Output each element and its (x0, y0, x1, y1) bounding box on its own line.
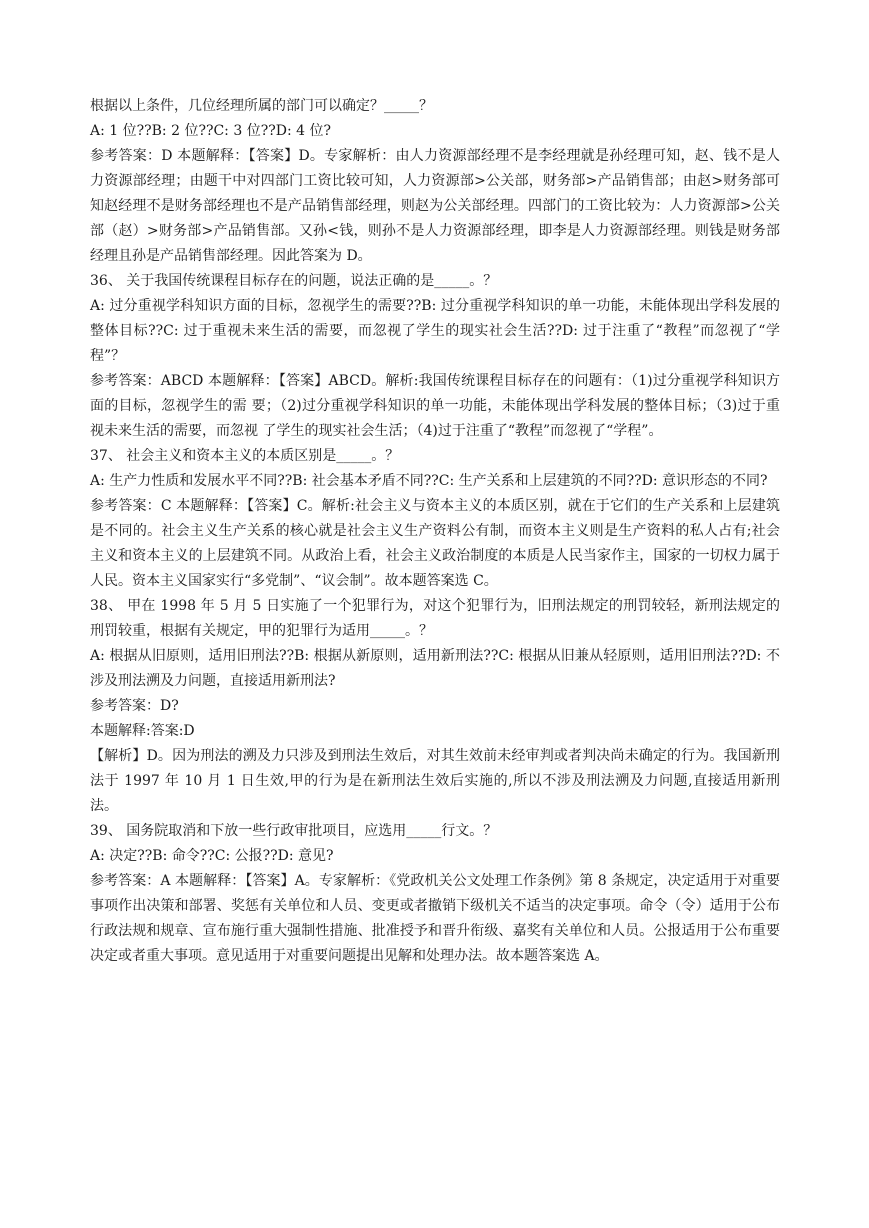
question-39-answer: 参考答案：A 本题解释：【答案】A。专家解析：《党政机关公文处理工作条例》第 8 条规定，决定适用于对重要事项作出决策和部署、奖惩有关单位和人员、变更或者撤销下级机关不适当的决定事项。命令（令）适用于公布行政法规和规章、宣布施行重大强制性措施、批准授予和晋升衔级、嘉奖有关单位和人员。公报适用于公布重要决定或者重大事项。意见适用于对重要问题提出见解和处理办法。故本题答案选 A。 (90, 873, 780, 964)
document-page (90, 94, 780, 969)
question-36-answer: 参考答案：ABCD 本题解释：【答案】ABCD。解析:我国传统课程目标存在的问题有：（1)过分重视学科知识方面的目标，忽视学生的需 要；（2)过分重视学科知识的单一功能，未能体现出学科发展的整体目标；（3)过于重视未来生活的需要，而忽视 了学生的现实社会生活；（4)过于注重了“教程”而忽视了“学程”。 (90, 373, 780, 439)
question-38-options: A: 根据从旧原则，适用旧刑法??B: 根据从新原则，适用新刑法??C: 根据从旧兼从轻原则，适用旧刑法??D: 不涉及刑法溯及力问题，直接适用新刑法? (90, 648, 780, 689)
question-35-options: A: 1 位??B: 2 位??C: 3 位??D: 4 位? (90, 123, 331, 139)
question-39-options: A: 决定??B: 命令??C: 公报??D: 意见? (90, 848, 334, 864)
question-35-stem: 根据以上条件，几位经理所属的部门可以确定？_____？ (90, 98, 433, 114)
question-38-stem: 38、 甲在 1998 年 5 月 5 日实施了一个犯罪行为，对这个犯罪行为，旧刑法规定的刑罚较轻，新刑法规定的刑罚较重，根据有关规定，甲的犯罪行为适用_____。？ (90, 598, 780, 639)
question-38-explanation-label: 本题解释:答案:D (90, 723, 195, 739)
question-36-options: A: 过分重视学科知识方面的目标，忽视学生的需要??B: 过分重视学科知识的单一功能，未能体现出学科发展的整体目标??C: 过于重视未来生活的需要，而忽视了学生的现实社会生活??D: 过于注重了“教程”而忽视了“学程”？ (90, 298, 780, 364)
question-37-options: A: 生产力性质和发展水平不同??B: 社会基本矛盾不同??C: 生产关系和上层建筑的不同??D: 意识形态的不同? (90, 473, 768, 489)
question-38-answer: 参考答案：D? (90, 698, 179, 714)
question-35-answer: 参考答案：D 本题解释：【答案】D。专家解析：由人力资源部经理不是李经理就是孙经理可知，赵、钱不是人力资源部经理；由题干中对四部门工资比较可知，人力资源部>公关部，财务部>产品销售部；由赵>财务部可知赵经理不是财务部经理也不是产品销售部经理，则赵为公关部经理。四部门的工资比较为：人力资源部>公关部（赵）>财务部>产品销售部。又孙<钱，则孙不是人力资源部经理，即李是人力资源部经理。则钱是财务部经理且孙是产品销售部经理。因此答案为 D。 (90, 148, 780, 264)
question-36-stem: 36、 关于我国传统课程目标存在的问题，说法正确的是_____。？ (90, 273, 498, 289)
question-37-answer: 参考答案：C 本题解释：【答案】C。解析:社会主义与资本主义的本质区别，就在于它们的生产关系和上层建筑是不同的。社会主义生产关系的核心就是社会主义生产资料公有制，而资本主义则是生产资料的私人占有;社会主义和资本主义的上层建筑不同。从政治上看，社会主义政治制度的本质是人民当家作主，国家的一切权力属于人民。资本主义国家实行“多党制”、“议会制”。故本题答案选 C。 (90, 498, 780, 589)
question-39-stem: 39、 国务院取消和下放一些行政审批项目，应选用_____行文。？ (90, 823, 498, 839)
question-37-stem: 37、 社会主义和资本主义的本质区别是_____。？ (90, 448, 400, 464)
question-38-explanation: 【解析】D。因为刑法的溯及力只涉及到刑法生效后，对其生效前未经审判或者判决尚未确定的行为。我国新刑法于 1997 年 10 月 1 日生效,甲的行为是在新刑法生效后实施的,所以不涉及刑法溯及力问题,直接适用新刑法。 (90, 748, 780, 814)
